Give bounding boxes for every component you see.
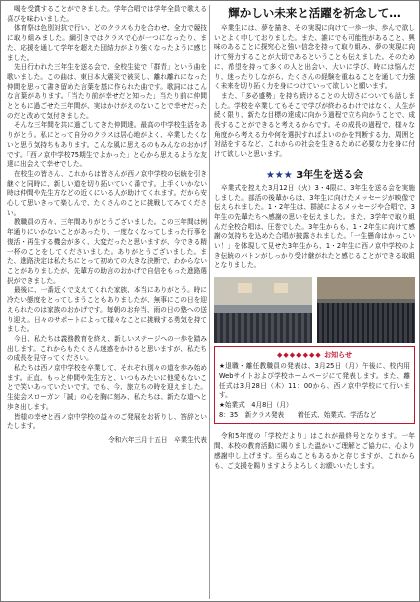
right-column [214,5,415,471]
diamond-icon: ◆◆◆◆◆◆◆ [277,351,322,360]
notice-line: 8：35 新クラス発表 着任式、始業式、学活など [219,410,377,419]
section-heading: 輝かしい未来と活躍を祈念して… [228,6,401,20]
star-icon: ★★★ [265,169,293,181]
flag-icon [238,283,252,293]
stage [317,277,415,299]
paragraph: 皆様の幸せと西ノ京中学校の益々のご発展をお祈りし、答辞といたします。 [7,412,207,431]
paragraph: 喝を受賞することができました。学年合唱では学年全員で歌える喜びを味わいました。 [7,5,207,23]
paragraph: 今日、私たちは義務教育を終え、新しいステージへの一歩を踏み出します。これからもたくさん迷惑をかけると思いますが、私たちの成長を見守ってください。 [7,334,207,363]
section-heading-text: 3年生を送る会 [296,169,364,181]
paragraph: また、「多必盛勢」を持ち続けることの大切さについても話しました。学校を卒業してもそこで学びが終わるわけではなく、人生が続く限り、新たな目標の達成に向かう過程で立ち向かうことで、成長することができると考えるからです。その成長の過程で、様々な角度から考える力や何を選択すればよいのかを判断する力、周囲と対話をするなど、これからの社会を生きるために必要な力を身に付けて欲しいと思います。 [214,91,415,159]
crowd [317,303,415,343]
notice-line: ★始業式 4月8日（月） [219,400,293,409]
notice-box [214,346,415,424]
paragraph: そんな三年間を共に過ごしてきた仲間達。最高の中学校生活をありがとう。私にとって自分のクラスは居心地がよく、卒業したくないと思う気持ちもあります。こんな風に思えるのもみんなのおかげです。「西ノ京中学校75期生でよかった」と心から思えるような友達に出会えて幸せでした。 [7,121,207,169]
notice-line: ★退職・離任教職員の発表は、3月25日（月）午後に、校内用Webサイトおよび学校ホームページにて発表します。また、離任式は3月28日（木）11：00から、西ノ京中学校にて行います。 [219,362,410,400]
notice-title [219,350,410,360]
paragraph: 私たちは西ノ京中学校を卒業して、それぞれ別々の道を歩み始めます。正直、もっと仲間や先生方と、いつもみたいに他愛もないことで笑いあっていたいです。でも、今、旅立ちの時を迎えました。生徒会スローガン「誠」の心を胸に刻み、私たちは、新たな道へと歩き出します。 [7,364,207,411]
event-photo [214,277,312,343]
paragraph: 教職員の方々、三年間ありがとうございました。この三年間は例年通りにいかないことがあったり、一度なくなってしまった行事を復活・再生する機会が多く、大変だったと思いますが、今できる精一杯のことをしてくださいました。ありがとうございました。また、進路決定は私たちにとって初めての大きな決断で、わからないことがありましたが、先輩方の助言のおかげで自信をもった進路選択ができました。 [7,218,207,285]
section-heading [214,166,415,181]
paragraph: 体育祭は色別対抗で行い、どのクラスも力を合わせ、全力で競技に取り組みました。綱引きではクラスで心が一つになったり、また、応援を通して学年を超えた団結力がより強くなったように感じました。 [7,24,207,62]
crowd [214,313,312,343]
left-column [7,5,207,446]
paragraph: 在校生の皆さん、これからは皆さんが西ノ京中学校の伝統を引き継ぐと同時に、新しい道を切り拓いていく番です。上手くいかない時は仲間や先生方などの近くにいる人が助けてくれます。だから安心して思いきって楽しんで、たくさんのことに挑戦してみてください。 [7,169,207,217]
signature: 令和六年三月十五日 卒業生代表 [108,435,207,444]
paragraph: 先日行われた三年生を送る会で、全校生徒で「群青」という曲を歌いました。この曲は、東日本大震災で被災し、離れ離れになった仲間を思って書き留めた言葉を基に作られた曲です。歌詞にはこんな言葉があります。「当たり前が幸せだと知った」当たり前に仲間とともに過ごせた三年間が、実はかけがえのないことで幸せだったのだと改めて気付きました。 [7,63,207,120]
column-divider [209,5,210,599]
paragraph: 最後に、一番近くで支えてくれた家族、本当にありがとう。時に冷たい態度をとってしまうこともありましたが、無事にこの日を迎えられたのは家族のおかげです。毎朝のお弁当、雨の日の塾への送り迎え。日々のサポートによって様々なことに挑戦する勇気を持てました。 [7,286,207,334]
flag-icon [274,283,288,293]
stage [214,277,312,305]
photo-row [214,277,415,343]
event-photo [317,277,415,343]
paragraph: 卒業式を控えた3月12日（火）3・4限に、3年生を送る会を実施しました。部活の後輩からは、3年生に向けたメッセージが映像で伝えられました。1・2年生は、群読によるメッセージや合唱で、3年生の先輩たちへ感謝の思いを伝えました。また、3学年で取り組んだ全校合唱は、圧巻でした。3年生からも、1・2年生に向けて感謝の気持ちを込めた合唱が披露されました。「一生懸命はかっこいい！」を体現して見せた3年生から、1・2年生に西ノ京中学校のよき伝統のバトンがしっかり受け継がれたと感じることができる取組となりました。 [214,183,415,270]
closing-paragraph: 令和5年度の「学校だより」はこれが最終号となります。一年間、本校の教育活動に賜りました温かいご理解とご協力に、心より感謝申し上げます。至らぬこともあるかと存じますが、これからも、ご支援を賜りますようよろしくお願いいたします。 [214,432,415,470]
notice-title-text: お知らせ [324,351,352,360]
paragraph: 卒業生には、夢を描き、その実現に向けて一歩一歩、歩んで欲しいとよく申しておりました。また、誰にでも可能性があること、興味のあることに探究心と強い信念を持って取り組み、夢の実現に向けて努力することが大切であるということも伝えました。そのために、希望を持って多くの人と出会い、大いに学び、時には悩んだり、迷ったりしながら、たくさんの経験を重ねることを通して力強く未来を切り拓く力を身につけていって欲しいと願います。 [214,24,415,91]
